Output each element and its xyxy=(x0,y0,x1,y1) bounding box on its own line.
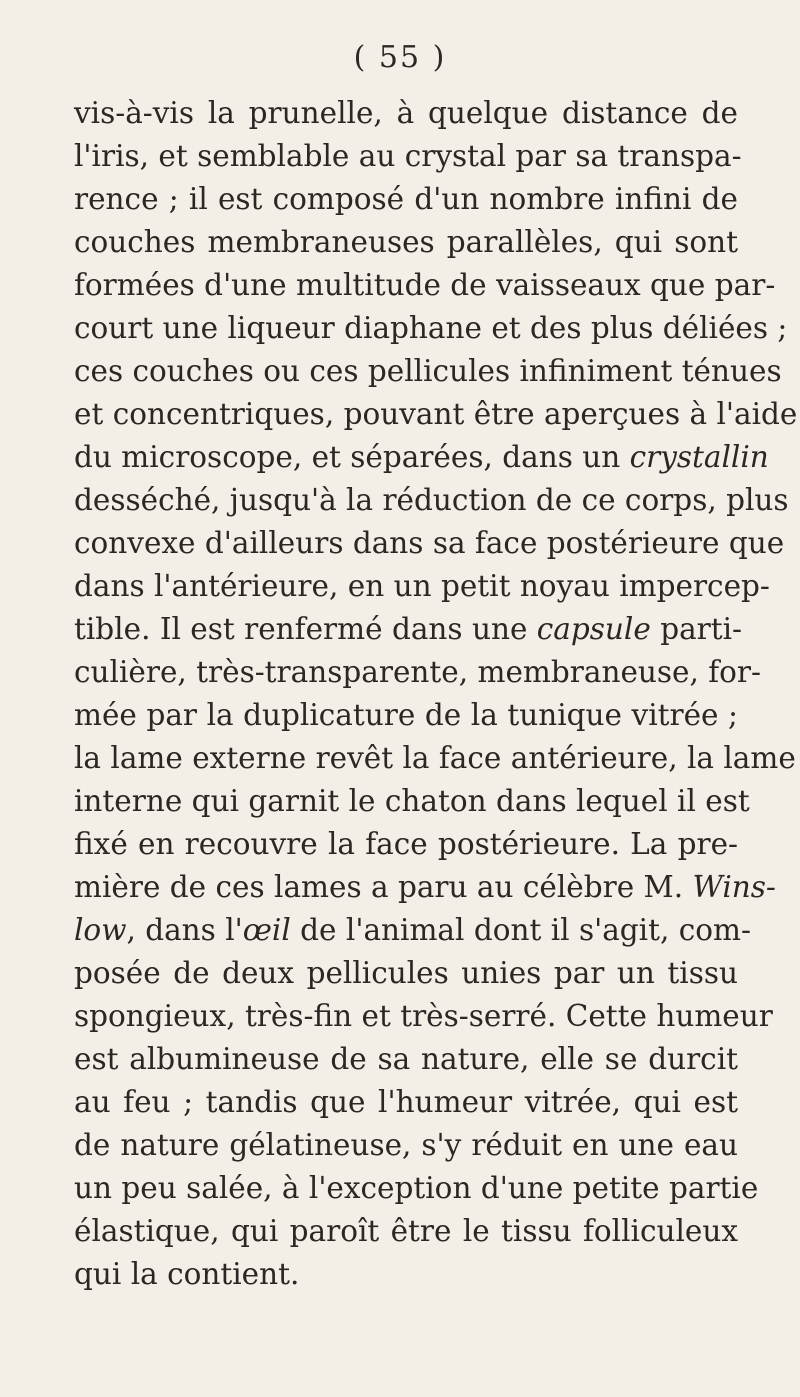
italic-name-winslow: Wins- xyxy=(692,870,776,904)
text-line-13 xyxy=(74,608,743,651)
italic-term-oeil: œil xyxy=(242,913,291,947)
text-line-27: élastique, qui paroît être le tissu folliculeux xyxy=(74,1214,738,1248)
text-line-15: mée par la duplicature de la tunique vitrée ; xyxy=(74,698,738,732)
text-line-25: de nature gélatineuse, s'y réduit en une eau xyxy=(74,1128,738,1162)
text-line-14: culière, très-transparente, membraneuse, for- xyxy=(74,655,761,689)
text-line-11: convexe d'ailleurs dans sa face postérieure que xyxy=(74,526,785,560)
text-line-24: au feu ; tandis que l'humeur vitrée, qui est xyxy=(74,1085,738,1119)
italic-term-crystallin: crystallin xyxy=(629,440,769,474)
italic-term-capsule: capsule xyxy=(536,612,651,646)
body-text xyxy=(74,92,798,1296)
text-line-22: spongieux, très-fin et très-serré. Cette humeur xyxy=(74,999,773,1033)
text-line-21: posée de deux pellicules unies par un tissu xyxy=(74,956,738,990)
text-line-17: interne qui garnit le chaton dans lequel il est xyxy=(74,784,750,818)
text-line-20 xyxy=(74,909,751,952)
text-line-23: est albumineuse de sa nature, elle se durcit xyxy=(74,1042,738,1076)
text-fragment: de l'animal dont il s'agit, com- xyxy=(290,913,751,947)
text-line-28: qui la contient. xyxy=(74,1257,300,1291)
text-fragment: parti- xyxy=(650,612,743,646)
text-line-9 xyxy=(74,436,769,479)
text-line-16: la lame externe revêt la face antérieure, la lame xyxy=(74,741,796,775)
text-line-4: couches membraneuses parallèles, qui sont xyxy=(74,225,738,259)
text-line-7: ces couches ou ces pellicules infiniment ténues xyxy=(74,354,782,388)
text-line-3: rence ; il est composé d'un nombre infini de xyxy=(74,182,738,216)
text-line-5: formées d'une multitude de vaisseaux que par- xyxy=(74,268,776,302)
text-line-10: desséché, jusqu'à la réduction de ce corps, plus xyxy=(74,483,789,517)
text-fragment: mière de ces lames a paru au célèbre M. xyxy=(74,870,693,904)
text-fragment: du microscope, et séparées, dans un xyxy=(74,440,630,474)
text-line-1: vis-à-vis la prunelle, à quelque distance de xyxy=(74,96,738,130)
text-line-8: et concentriques, pouvant être aperçues à l'aide xyxy=(74,397,798,431)
text-line-12: dans l'antérieure, en un petit noyau impercep- xyxy=(74,569,770,603)
page-number: ( 55 ) xyxy=(353,40,447,75)
italic-name-winslow-end: low xyxy=(74,913,127,947)
text-fragment: , dans l' xyxy=(126,913,243,947)
text-line-2: l'iris, et semblable au crystal par sa transpa- xyxy=(74,139,742,173)
text-fragment: tible. Il est renfermé dans une xyxy=(74,612,537,646)
text-line-18: fixé en recouvre la face postérieure. La pre- xyxy=(74,827,738,861)
text-line-19 xyxy=(74,866,776,909)
text-line-6: court une liqueur diaphane et des plus déliées ; xyxy=(74,311,788,345)
text-line-26: un peu salée, à l'exception d'une petite partie xyxy=(74,1171,759,1205)
